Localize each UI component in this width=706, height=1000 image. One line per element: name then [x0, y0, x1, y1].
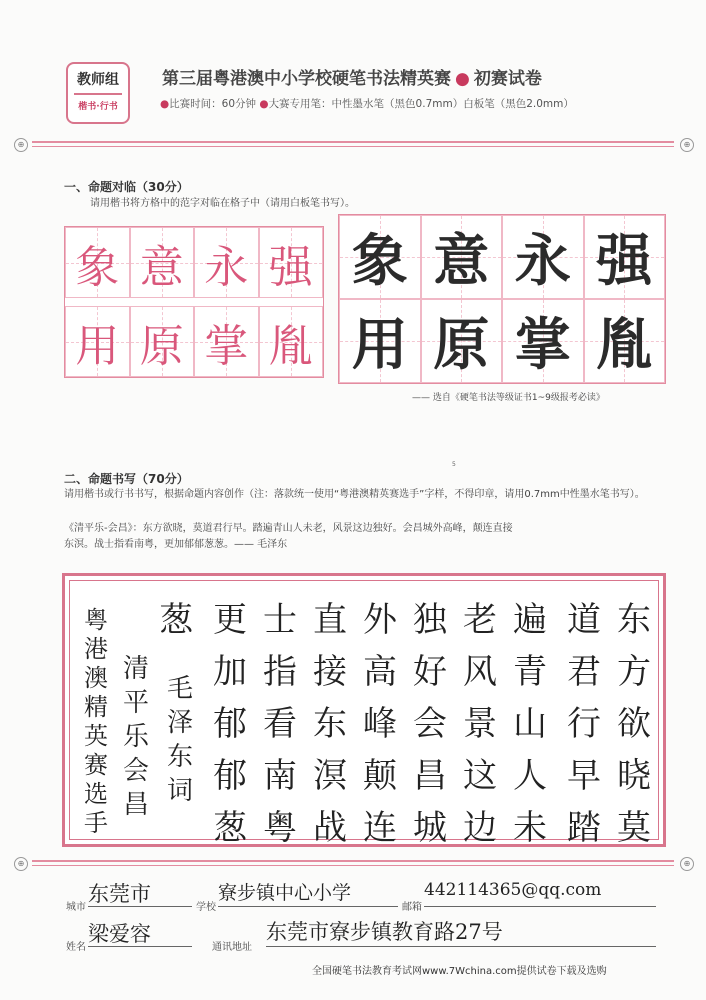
city-field[interactable]: 东莞市	[88, 878, 192, 907]
handwritten-char: 郁	[213, 704, 247, 744]
handwritten-char: 昌	[413, 756, 447, 796]
title-sub: 初赛试卷	[473, 69, 542, 89]
poem-title-char: 昌	[123, 790, 150, 820]
handwritten-char: 连	[363, 808, 397, 848]
handwritten-char: 早	[567, 756, 601, 796]
handwritten-char: 城	[413, 808, 447, 848]
badge-subtitle: 楷书·行书	[78, 102, 118, 112]
info-pens: 大赛专用笔：中性墨水笔（黑色0.7mm）白板笔（黑色2.0mm）	[268, 98, 574, 110]
signature-char: 选	[84, 780, 108, 808]
handwritten-char: 未	[513, 808, 547, 848]
model-cell: 意	[130, 227, 195, 298]
handwritten-char: 欲	[617, 704, 651, 744]
page-title	[162, 64, 542, 89]
author-char: 东	[167, 742, 194, 772]
handwritten-char: 溟	[313, 756, 347, 796]
handwritten-char: 高	[363, 652, 397, 692]
footer-note: 全国硬笔书法教育考试网www.7Wchina.com提供试卷下载及选购	[312, 966, 607, 977]
email-label: 邮箱	[402, 902, 422, 913]
section2-heading: 二、命题书写（70分）	[64, 472, 189, 486]
source-citation: —— 选自《硬笔书法等级证书1~9级报考必读》	[412, 393, 605, 403]
title-main: 第三届粤港澳中小学校硬笔书法精英赛	[162, 69, 451, 89]
model-cell: 象	[65, 227, 130, 298]
author-char: 词	[167, 776, 194, 806]
model-cell: 用	[65, 306, 130, 377]
handwritten-char: 加	[213, 652, 247, 692]
handwritten-char: 葱	[213, 808, 247, 848]
practice-cell: 意	[421, 215, 503, 299]
poem-title-char: 乐	[123, 722, 150, 752]
handwritten-char: 会	[413, 704, 447, 744]
model-cell: 原	[130, 306, 195, 377]
handwritten-char: 遍	[513, 600, 547, 640]
handwritten-char: 行	[567, 704, 601, 744]
badge-divider	[74, 93, 122, 95]
model-grid	[64, 226, 324, 378]
handwritten-char: 东	[617, 600, 651, 640]
badge-title: 教师组	[77, 72, 119, 88]
info-dot-2: ●	[259, 98, 269, 110]
author-char: 泽	[167, 708, 194, 738]
practice-cell: 强	[584, 215, 666, 299]
poem-title-char: 会	[123, 756, 150, 786]
handwritten-char: 直	[313, 600, 347, 640]
grid-gap	[65, 298, 323, 306]
info-dot-1: ●	[160, 98, 170, 110]
handwritten-char: 踏	[567, 808, 601, 848]
practice-cell: 象	[339, 215, 421, 299]
section2-instruction: 请用楷书或行书书写，根据命题内容创作（注：落款统一使用“粤港澳精英赛选手”字样，不得印章，请用0.7mm中性墨水笔书写）。	[64, 489, 645, 500]
handwritten-char: 莫	[617, 808, 651, 848]
address-label: 通讯地址	[212, 942, 252, 953]
handwritten-char: 人	[513, 756, 547, 796]
handwritten-char: 风	[463, 652, 497, 692]
handwritten-char: 看	[263, 704, 297, 744]
handwritten-char: 峰	[363, 704, 397, 744]
handwritten-char: 道	[567, 600, 601, 640]
school-field[interactable]: 寮步镇中心小学	[218, 878, 398, 907]
city-label: 城市	[66, 902, 86, 913]
practice-cell: 胤	[584, 299, 666, 383]
handwritten-char: 君	[567, 652, 601, 692]
model-cell: 胤	[259, 306, 324, 377]
handwritten-char: 郁	[213, 756, 247, 796]
handwritten-char: 粤	[263, 808, 297, 848]
ornament-icon: ⊕	[680, 857, 694, 871]
handwritten-char: 更	[213, 600, 247, 640]
info-time: 比赛时间：60分钟	[169, 98, 257, 110]
exam-info	[160, 96, 574, 111]
author-char: 毛	[167, 674, 194, 704]
poem-title-char: 清	[123, 654, 150, 684]
name-label: 姓名	[66, 942, 86, 953]
handwritten-char: 颠	[363, 756, 397, 796]
handwritten-char: 景	[463, 704, 497, 744]
bottom-rule-thin	[32, 865, 674, 866]
title-dot: ●	[455, 69, 470, 89]
model-cell: 强	[259, 227, 324, 298]
address-field[interactable]: 东莞市寮步镇教育路27号	[266, 916, 656, 947]
poem-line-2: 东溟。战士指看南粤，更加郁郁葱葱。—— 毛泽东	[64, 539, 288, 550]
practice-cell: 永	[502, 215, 584, 299]
signature-char: 英	[84, 722, 108, 750]
signature-char: 手	[84, 809, 108, 837]
group-badge	[66, 62, 130, 124]
handwritten-char: 外	[363, 600, 397, 640]
ornament-icon: ⊕	[680, 138, 694, 152]
handwritten-char: 东	[313, 704, 347, 744]
poem-title-char: 平	[123, 688, 150, 718]
signature-char: 精	[84, 693, 108, 721]
ornament-icon: ⊕	[14, 138, 28, 152]
practice-cell: 用	[339, 299, 421, 383]
top-rule	[32, 141, 674, 143]
handwritten-char: 边	[463, 808, 497, 848]
signature-char: 澳	[84, 664, 108, 692]
signature-char: 粤	[84, 606, 108, 634]
ornament-icon: ⊕	[14, 857, 28, 871]
handwritten-char: 战	[313, 808, 347, 848]
section1-instruction: 请用楷书将方格中的范字对临在格子中（请用白板笔书写）。	[90, 198, 355, 209]
handwritten-char: 晓	[617, 756, 651, 796]
handwritten-char: 南	[263, 756, 297, 796]
handwritten-char: 方	[617, 652, 651, 692]
handwritten-char: 指	[263, 652, 297, 692]
model-cell: 掌	[194, 306, 259, 377]
handwritten-char: 士	[263, 600, 297, 640]
practice-grid	[338, 214, 666, 384]
section1-heading: 一、命题对临（30分）	[64, 180, 189, 194]
name-field[interactable]: 梁爱容	[88, 918, 192, 947]
handwritten-char: 好	[413, 652, 447, 692]
handwritten-char: 青	[513, 652, 547, 692]
email-field[interactable]: 442114365@qq.com	[424, 880, 656, 907]
handwritten-char: 接	[313, 652, 347, 692]
handwritten-char: 山	[513, 704, 547, 744]
handwritten-char: 这	[463, 756, 497, 796]
model-cell: 永	[194, 227, 259, 298]
page-mark: 5	[452, 461, 456, 468]
practice-cell: 掌	[502, 299, 584, 383]
handwritten-char: 独	[413, 600, 447, 640]
bottom-rule	[32, 860, 674, 862]
top-rule-thin	[32, 146, 674, 147]
practice-cell: 原	[421, 299, 503, 383]
signature-char: 赛	[84, 751, 108, 779]
school-label: 学校	[196, 902, 216, 913]
poem-line-1: 《清平乐-会昌》：东方欲晓，莫道君行早。踏遍青山人未老，风景这边独好。会昌城外高峰，颠连直接	[64, 523, 513, 534]
handwritten-char: 老	[463, 600, 497, 640]
handwritten-char: 葱	[159, 600, 193, 640]
signature-char: 港	[84, 635, 108, 663]
